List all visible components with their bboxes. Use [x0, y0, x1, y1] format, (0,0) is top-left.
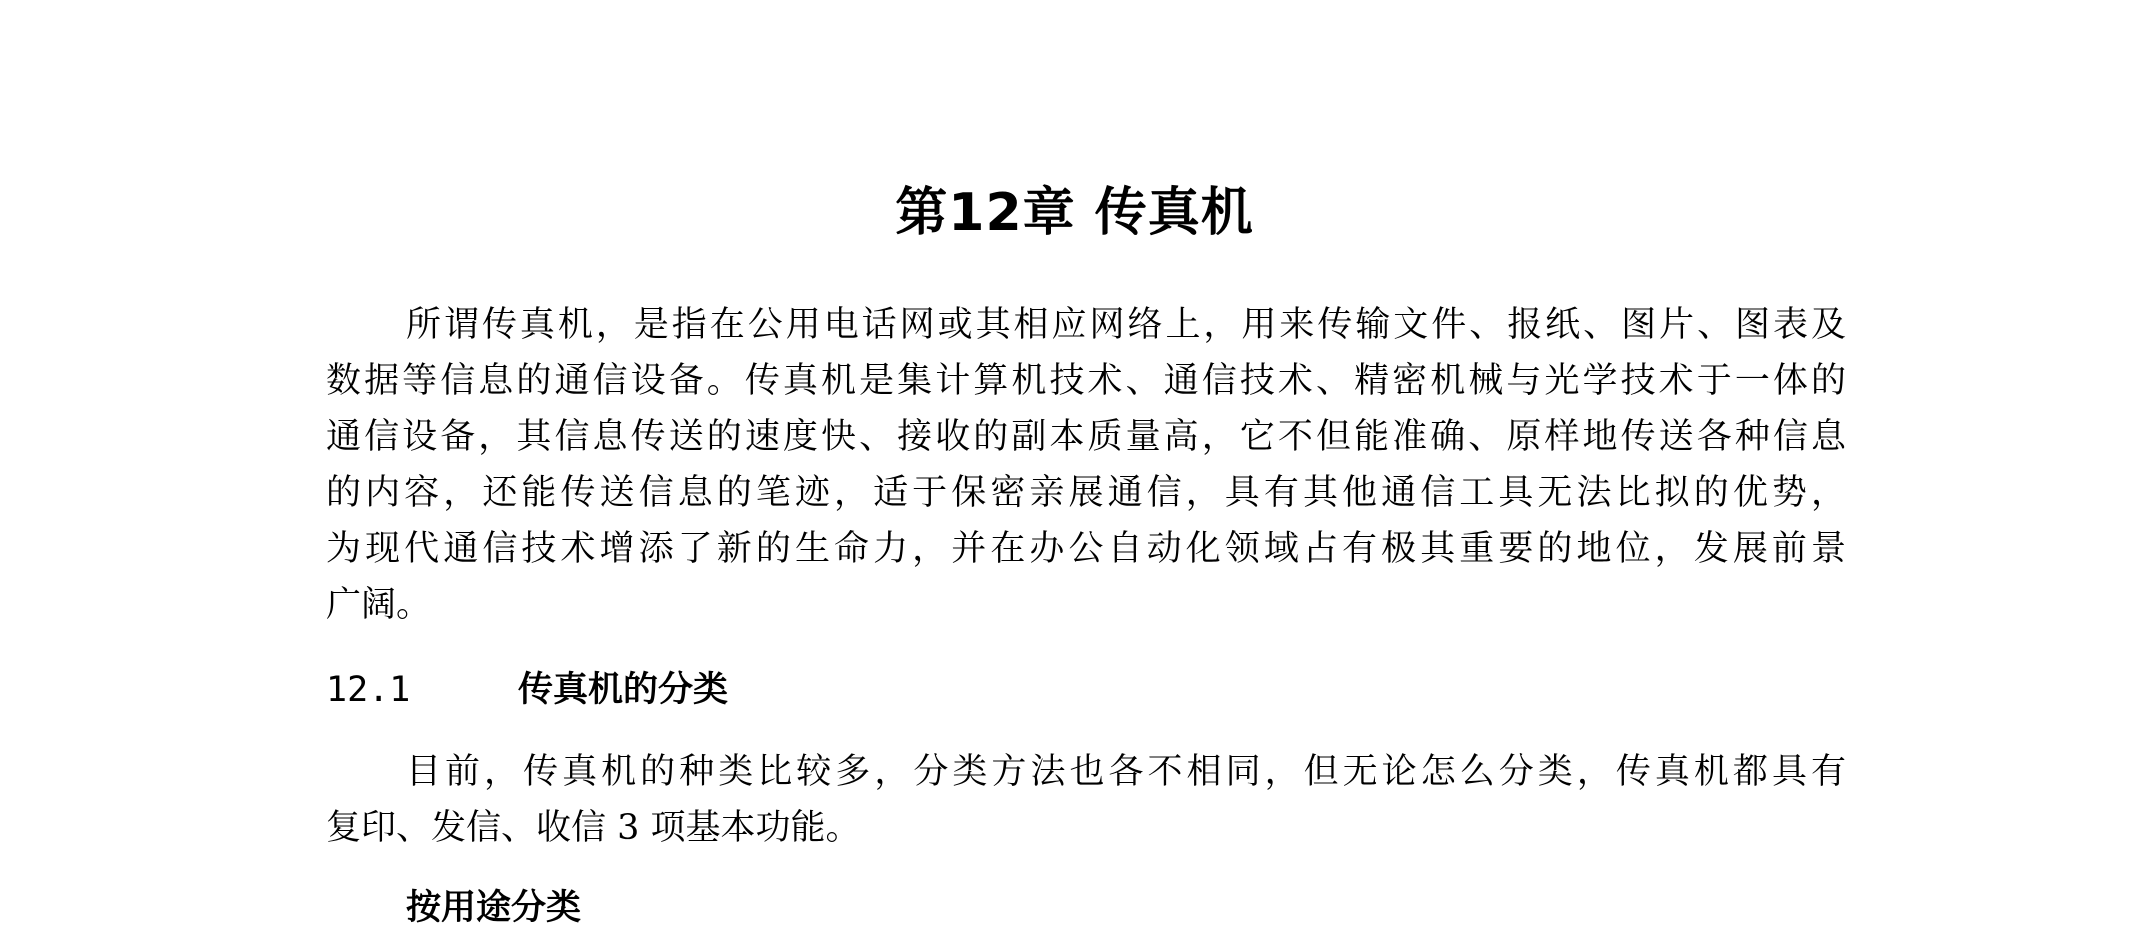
paragraph-line: 为现代通信技术增添了新的生命力，并在办公自动化领域占有极其重要的地位，发展前景 — [326, 529, 1846, 569]
chapter-title: 第12章 传真机 — [895, 183, 1254, 243]
classify-paragraph — [326, 744, 1846, 856]
paragraph-line: 广阔。 — [326, 585, 432, 625]
section-title: 传真机的分类 — [518, 670, 729, 710]
paragraph-line: 通信设备，其信息传送的速度快、接收的副本质量高，它不但能准确、原样地传送各种信息 — [326, 417, 1846, 457]
paragraph-line: 所谓传真机，是指在公用电话网或其相应网络上，用来传输文件、报纸、图片、图表及 — [406, 305, 1846, 345]
intro-paragraph — [326, 297, 1846, 633]
paragraph-line: 目前，传真机的种类比较多，分类方法也各不相同，但无论怎么分类，传真机都具有 — [406, 752, 1846, 792]
subsection-heading-by-use: 按用途分类 — [406, 888, 582, 928]
paragraph-line: 的内容，还能传送信息的笔迹，适于保密亲展通信，具有其他通信工具无法比拟的优势， — [326, 473, 1846, 513]
section-heading-12-1 — [326, 662, 728, 718]
section-number: 12.1 — [326, 670, 411, 710]
paragraph-line: 复印、发信、收信 3 项基本功能。 — [326, 808, 861, 848]
paragraph-line: 数据等信息的通信设备。传真机是集计算机技术、通信技术、精密机械与光学技术于一体的 — [326, 361, 1846, 401]
